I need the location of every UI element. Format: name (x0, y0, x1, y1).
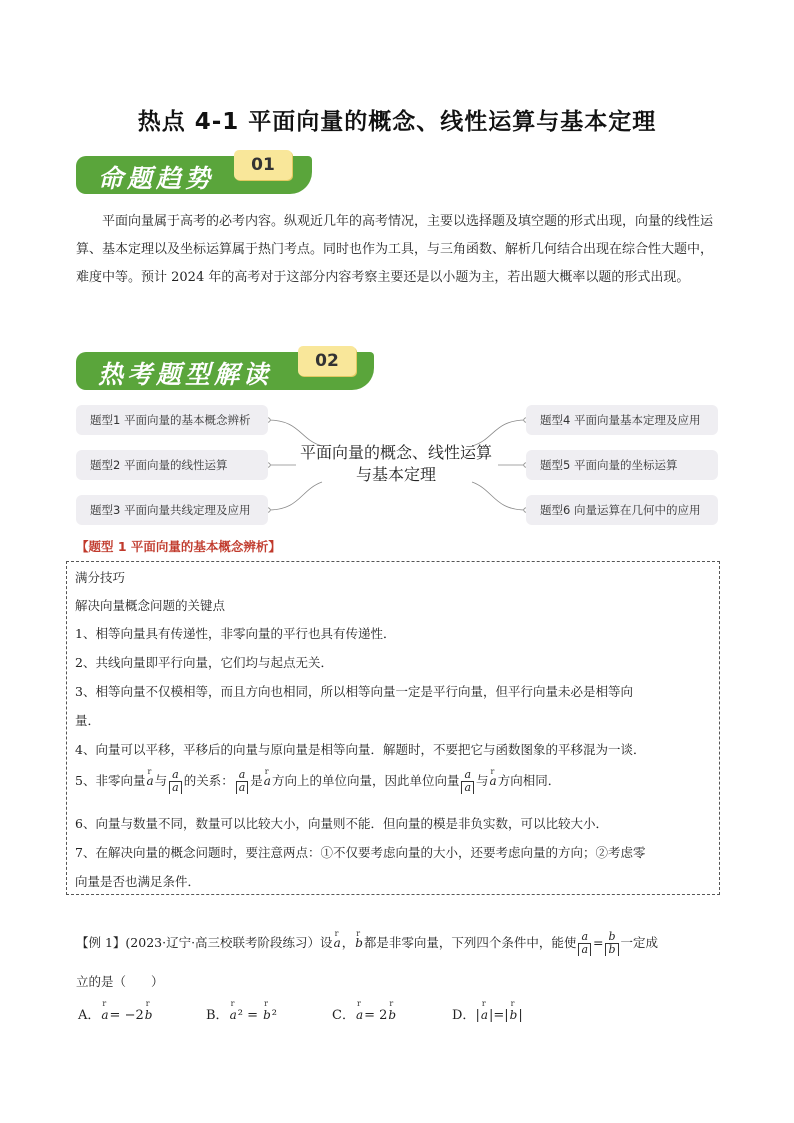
tips-subtitle: 解决向量概念问题的关键点 (75, 598, 226, 613)
tips-box (66, 561, 720, 895)
tip-7b: 向量是否也满足条件． (75, 874, 201, 889)
option-d[interactable]: D．|r a|=|r b| (452, 1004, 523, 1023)
tips-title: 满分技巧 (75, 570, 126, 585)
unit-vector-fraction: $\frac{b}{b}$ (605, 931, 618, 956)
example1-text: 都是非零向量，下列四个条件中，能使 (363, 935, 577, 950)
trend-paragraph: 平面向量属于高考的必考内容。纵观近几年的高考情况，主要以选择题及填空题的形式出现，向量的线性运算、基本定理以及坐标运算属于热门考点。同时也作为工具，与三角函数、解析几何结合出现在综合性大题中，难度中等。预计 2024 年的高考对于这部分内容考察主要还是以小题为主，若出题大概率以题的形式出现。 (76, 214, 714, 285)
tip-3b: 量． (75, 713, 101, 728)
vector-a: r a (146, 768, 153, 794)
unit-vector-fraction: $\frac{a}{a}$ (578, 931, 591, 956)
mindmap-item-type5: 题型5 平面向量的坐标运算 (526, 450, 718, 480)
unit-vector-fraction: $\frac{a}{a}$ (461, 769, 474, 794)
tip-4: 4、向量可以平移，平移后的向量与原向量是相等向量．解题时，不要把它与函数图象的平移混为一谈． (75, 742, 646, 757)
type1-heading: 【题型 1 平面向量的基本概念辨析】 (76, 539, 281, 554)
tip-5-text: 与 (476, 773, 489, 788)
page-title: 热点 4-1 平面向量的概念、线性运算与基本定理 (137, 109, 657, 135)
tip-5-text: 是 (250, 773, 263, 788)
vector-a: r a (490, 768, 497, 794)
mindmap-item-type1: 题型1 平面向量的基本概念辨析 (76, 405, 268, 435)
mindmap-center: 平面向量的概念、线性运算与基本定理 (300, 443, 493, 484)
option-c[interactable]: C．r a= 2r b (332, 1004, 397, 1023)
mindmap-item-type4: 题型4 平面向量基本定理及应用 (526, 405, 718, 435)
tip-5-text: 方向相同． (497, 773, 561, 788)
vector-a: r a (334, 930, 341, 956)
tip-2: 2、共线向量即平行向量，它们均与起点无关． (75, 655, 333, 670)
section-label: 命题趋势 (98, 164, 215, 193)
tip-5-text: 与 (154, 773, 168, 788)
tip-6: 6、向量与数量不同，数量可以比较大小，向量则不能．但向量的模是非负实数，可以比较大小． (75, 816, 608, 831)
option-a[interactable]: A．r a= −2r b (78, 1004, 153, 1023)
tip-5-text: 的关系： (183, 773, 234, 788)
example1-text: 【例 1】(2023·辽宁·高三校联考阶段练习）设 (76, 935, 333, 950)
option-b[interactable]: B．r a² = r b² (206, 1004, 277, 1023)
vector-a: r a (264, 768, 271, 794)
mindmap-item-type3: 题型3 平面向量共线定理及应用 (76, 495, 268, 525)
unit-vector-fraction: $\frac{a}{a}$ (236, 769, 249, 794)
tip-5-text: 5、非零向量 (75, 773, 146, 788)
tip-3a: 3、相等向量不仅模相等，而且方向也相同，所以相等向量一定是平行向量，但平行向量未必是相等向 (75, 684, 633, 699)
tip-5 (75, 768, 560, 794)
example1-stem: 【例 1】(2023·辽宁·高三校联考阶段练习）设r a，r b都是非零向量，下列四个条件中，能使 $\frac{a}{a}$ = $\frac{b}{b}$ 一定成 (76, 930, 658, 956)
example1-stem-line2: 立的是（ ） (76, 974, 164, 989)
section-label: 热考题型解读 (98, 360, 273, 389)
section-number: 02 (298, 346, 356, 376)
unit-vector-fraction: $\frac{a}{a}$ (169, 769, 182, 794)
example1-text: 一定成 (620, 935, 659, 950)
tip-7a: 7、在解决向量的概念问题时，要注意两点：①不仅要考虑向量的大小，还要考虑向量的方向；②考虑零 (75, 845, 646, 860)
mindmap-item-type6: 题型6 向量运算在几何中的应用 (526, 495, 718, 525)
tip-1: 1、相等向量具有传递性，非零向量的平行也具有传递性． (75, 626, 396, 641)
tip-5-text: 方向上的单位向量，因此单位向量 (271, 773, 460, 788)
mindmap-item-type2: 题型2 平面向量的线性运算 (76, 450, 268, 480)
vector-b: r b (355, 930, 363, 956)
section-number: 01 (234, 150, 292, 180)
example1-text: ， (341, 935, 355, 950)
